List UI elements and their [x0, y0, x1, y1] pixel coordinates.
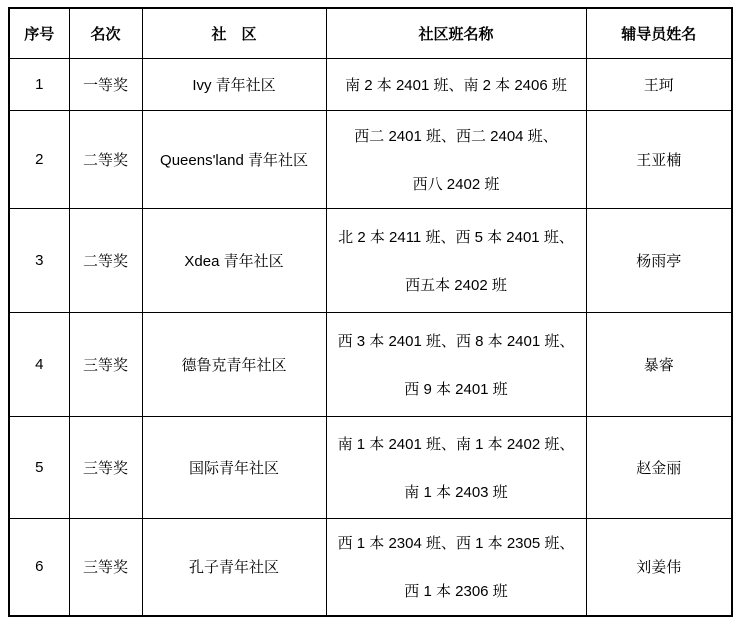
table-row — [9, 416, 732, 518]
cell-community: Queens'land 青年社区 — [142, 110, 326, 208]
col-header-community: 社 区 — [142, 8, 326, 58]
cell-rank: 二等奖 — [69, 110, 142, 208]
cell-community: 国际青年社区 — [142, 416, 326, 518]
class-name-line: 西五本 2402 班 — [405, 276, 507, 294]
cell-counselor: 赵金丽 — [586, 416, 732, 518]
cell-class-names — [326, 110, 586, 208]
class-name-line: 西 1 本 2304 班、西 1 本 2305 班、 — [337, 535, 575, 552]
cell-index: 2 — [9, 110, 69, 208]
class-name-line: 西八 2402 班 — [412, 175, 500, 193]
table-row — [9, 518, 732, 616]
class-name-line: 西 1 本 2306 班 — [404, 583, 508, 600]
col-header-index: 序号 — [9, 8, 69, 58]
class-name-line: 北 2 本 2411 班、西 5 本 2401 班、 — [338, 228, 574, 246]
class-name-line: 西 3 本 2401 班、西 8 本 2401 班、 — [337, 332, 575, 350]
cell-counselor: 暴睿 — [586, 312, 732, 416]
cell-class-names — [326, 518, 586, 616]
awards-table — [8, 7, 733, 617]
cell-index: 1 — [9, 58, 69, 110]
cell-index: 6 — [9, 518, 69, 616]
cell-counselor: 王亚楠 — [586, 110, 732, 208]
cell-rank: 二等奖 — [69, 208, 142, 312]
cell-index: 5 — [9, 416, 69, 518]
class-name-line: 西二 2401 班、西二 2404 班、 — [354, 127, 558, 145]
cell-index: 4 — [9, 312, 69, 416]
cell-community: 孔子青年社区 — [142, 518, 326, 616]
class-name-line: 南 1 本 2401 班、南 1 本 2402 班、 — [337, 435, 575, 453]
cell-rank: 三等奖 — [69, 518, 142, 616]
col-header-class-names: 社区班名称 — [326, 8, 586, 58]
cell-community: Ivy 青年社区 — [142, 58, 326, 110]
col-header-counselor: 辅导员姓名 — [586, 8, 732, 58]
cell-rank: 三等奖 — [69, 416, 142, 518]
cell-class-names — [326, 208, 586, 312]
cell-rank: 一等奖 — [69, 58, 142, 110]
table-row — [9, 208, 732, 312]
table-row — [9, 58, 732, 110]
cell-index: 3 — [9, 208, 69, 312]
cell-rank: 三等奖 — [69, 312, 142, 416]
cell-counselor: 王珂 — [586, 58, 732, 110]
cell-class-names — [326, 416, 586, 518]
class-name-line: 南 1 本 2403 班 — [404, 483, 508, 501]
cell-community: 德鲁克青年社区 — [142, 312, 326, 416]
cell-class-names — [326, 312, 586, 416]
cell-class-names — [326, 58, 586, 110]
cell-counselor: 刘姜伟 — [586, 518, 732, 616]
class-name-line: 西 9 本 2401 班 — [404, 380, 508, 398]
col-header-rank: 名次 — [69, 8, 142, 58]
cell-community: Xdea 青年社区 — [142, 208, 326, 312]
table-row — [9, 312, 732, 416]
table-header-row — [9, 8, 732, 58]
table-row — [9, 110, 732, 208]
class-name-line: 南 2 本 2401 班、南 2 本 2406 班 — [345, 76, 567, 94]
cell-counselor: 杨雨亭 — [586, 208, 732, 312]
